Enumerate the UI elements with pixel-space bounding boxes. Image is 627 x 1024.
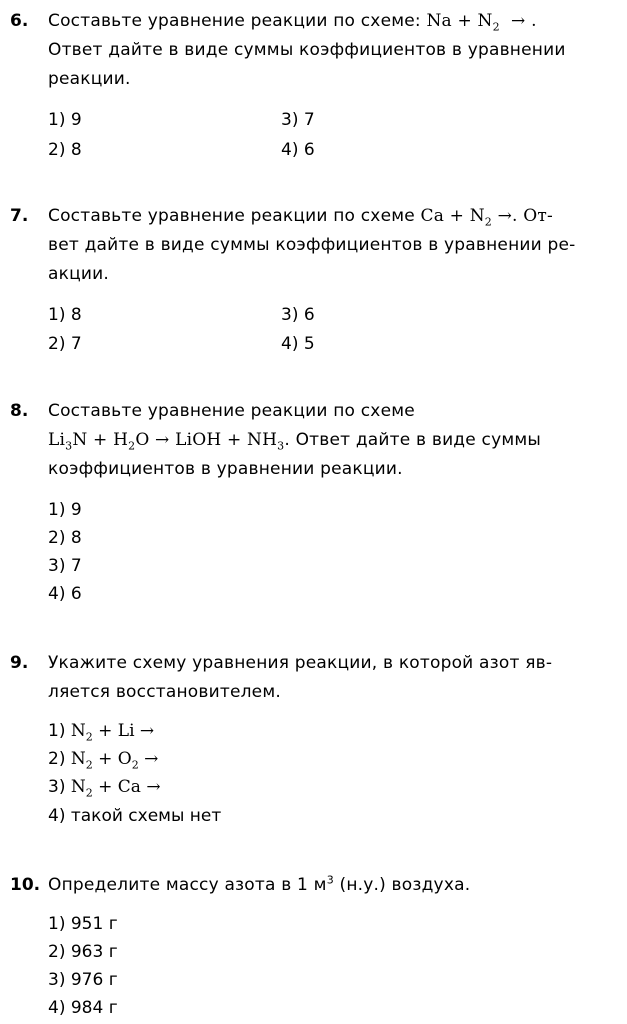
answer-option[interactable]: 1) 9 — [48, 500, 82, 520]
question-text: Составьте уравнение реакции по схеме $Ca + N_2$ →. От- вет дайте в виде суммы коэффициентов в уравнении ре- акции. — [48, 206, 576, 284]
answer-option[interactable]: 4) 984 г — [48, 998, 118, 1018]
answer-option[interactable]: 3) 7 — [281, 110, 315, 130]
answer-option[interactable]: 1) 9 — [48, 110, 82, 130]
chemical-formula: $N_2 + O_2$ → — [70, 749, 159, 772]
chemical-formula: $Na + N_2$ → . — [426, 11, 537, 34]
answer-option[interactable]: 1) 8 — [48, 305, 82, 325]
answer-option[interactable]: 3) 7 — [48, 556, 82, 576]
chemical-formula: $N_2 + Li$ → — [70, 721, 155, 744]
question-text: Составьте уравнение реакции по схеме $Li_3N + H_2O$ → LiOH + $NH_3$. Ответ дайте в виде суммы коэффициентов в уравнении реакции. — [48, 401, 542, 479]
answer-option[interactable]: 4) 5 — [281, 334, 315, 354]
answer-option[interactable]: 2) 963 г — [48, 942, 118, 962]
chemical-formula: $Ca + N_2$ →. От- — [420, 206, 553, 229]
answer-option[interactable]: 2) 8 — [48, 528, 82, 548]
answer-option[interactable]: 2) 8 — [48, 140, 82, 160]
question-text: Составьте уравнение реакции по схеме: $Na + N_2$ → . Ответ дайте в виде суммы коэффициентов в уравнении реакции. — [48, 11, 566, 89]
answer-option[interactable]: 4) такой схемы нет — [48, 806, 222, 826]
answer-option[interactable]: 4) 6 — [281, 140, 315, 160]
chemical-formula: $Li_3N + H_2O$ → LiOH + $NH_3$ — [48, 430, 285, 453]
question-number: 7. — [10, 206, 29, 226]
answer-option[interactable]: 3) 976 г — [48, 970, 118, 990]
answer-option[interactable]: 3) $N_2 + Ca$ → — [48, 777, 161, 800]
question-number: 8. — [10, 401, 29, 421]
answer-option[interactable]: 1) 951 г — [48, 914, 118, 934]
question-number: 6. — [10, 11, 29, 31]
answer-option[interactable]: 4) 6 — [48, 584, 82, 604]
chemical-formula: $N_2 + Ca$ → — [70, 777, 161, 800]
question-number: 9. — [10, 653, 29, 673]
question-text: Укажите схему уравнения реакции, в которой азот яв- ляется восстановителем. — [48, 653, 553, 702]
answer-option[interactable]: 3) 6 — [281, 305, 315, 325]
answer-option[interactable]: 2) 7 — [48, 334, 82, 354]
question-number: 10. — [10, 875, 41, 895]
answer-option[interactable]: 1) $N_2 + Li$ → — [48, 721, 155, 744]
answer-option[interactable]: 2) $N_2 + O_2$ → — [48, 749, 159, 772]
question-text: Определите массу азота в 1 $м^3$ (н.у.) воздуха. — [48, 873, 471, 895]
